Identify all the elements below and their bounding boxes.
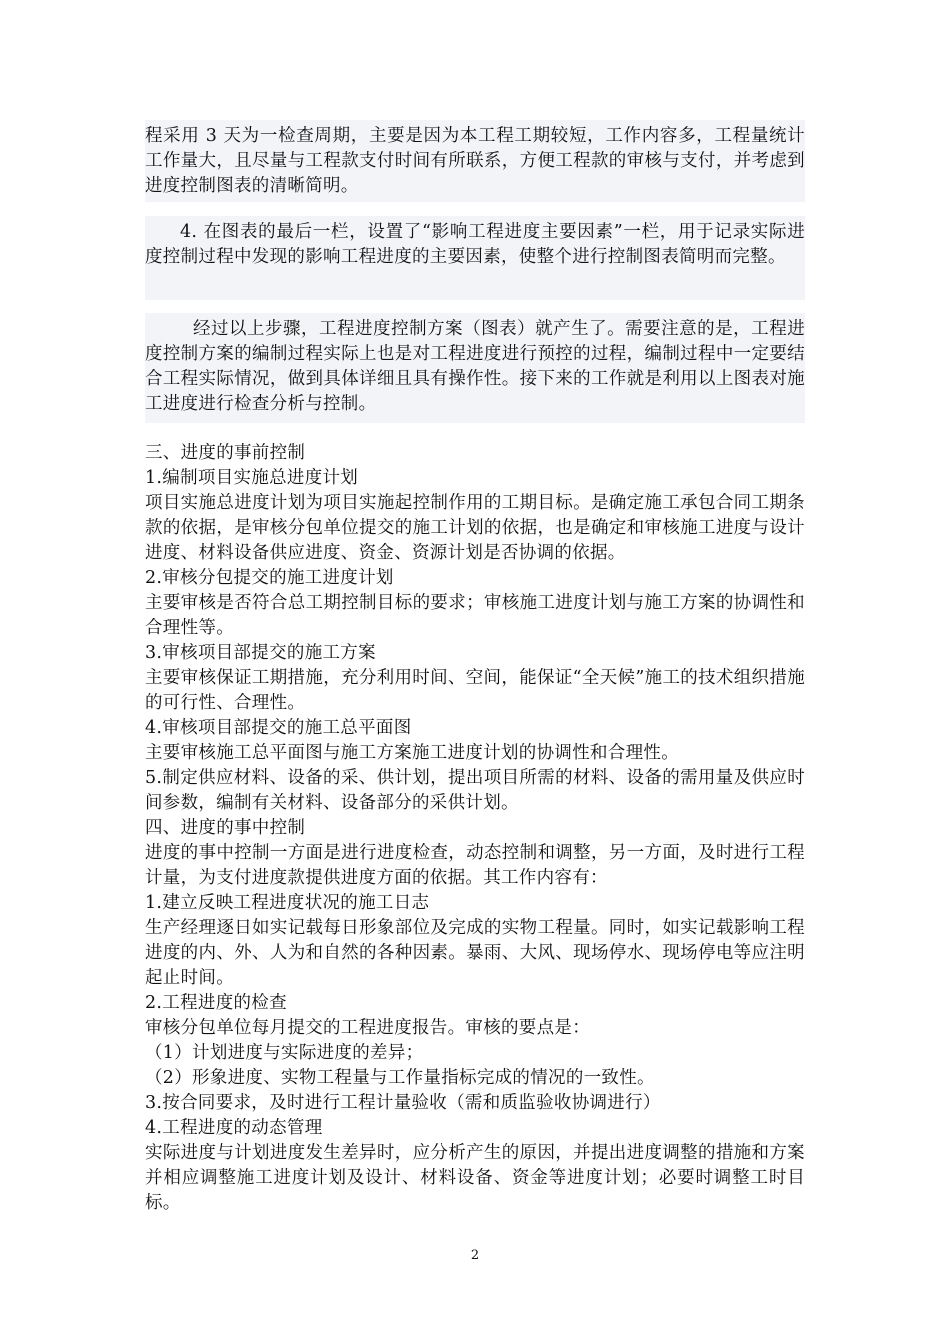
- subheading-measurement: 3.按合同要求，及时进行工程计量验收（需和质监验收协调进行）: [145, 1093, 661, 1113]
- paragraph-in-process-control: 进度的事中控制一方面是进行进度检查，动态控制和调整，另一方面，及时进行工程计量，为支付进度款提供进度方面的依据。其工作内容有：: [145, 843, 805, 888]
- paragraph-review-plan: 主要审核保证工期措施，充分利用时间、空间，能保证“全天候”施工的技术组织措施的可行性、合理性。: [145, 668, 805, 713]
- paragraph-check-period: 程采用 3 天为一检查周期，主要是因为本工程工期较短，工作内容多，工程量统计工作量大，且尽量与工程款支付时间有所联系，方便工程款的审核与支付，并考虑到进度控制图表的清晰简明。: [145, 126, 805, 196]
- subheading-dynamic: 4.工程进度的动态管理: [145, 1118, 323, 1138]
- subheading-inspection: 2.工程进度的检查: [145, 993, 287, 1013]
- paragraph-review-report: 审核分包单位每月提交的工程进度报告。审核的要点是：: [145, 1018, 590, 1038]
- paragraph-master-schedule: 项目实施总进度计划为项目实施起控制作用的工期目标。是确定施工承包合同工期条款的依据，是审核分包单位提交的施工计划的依据，也是确定和审核施工进度与设计进度、材料设备供应进度、资金、资源计划是否协调的依据。: [145, 493, 805, 563]
- paragraph-dynamic-management: 实际进度与计划进度发生差异时，应分析产生的原因，并提出进度调整的措施和方案并相应调整施工进度计划及设计、材料设备、资金等进度计划；必要时调整工时目标。: [145, 1143, 805, 1213]
- paragraph-item-5: 5.制定供应材料、设备的采、供计划，提出项目所需的材料、设备的需用量及供应时间参数，编制有关材料、设备部分的采供计划。: [145, 768, 805, 813]
- subheading-4: 4.审核项目部提交的施工总平面图: [145, 718, 412, 738]
- subheading-3: 3.审核项目部提交的施工方案: [145, 643, 376, 663]
- paragraph-summary: 经过以上步骤，工程进度控制方案（图表）就产生了。需要注意的是，工程进度控制方案的编制过程实际上也是对工程进度进行预控的过程，编制过程中一定要结合工程实际情况，做到具体详细且具有操作性。接下来的工作就是利用以上图表对施工进度进行检查分析与控制。: [145, 319, 805, 414]
- paragraph-daily-log: 生产经理逐日如实记载每日形象部位及完成的实物工程量。同时，如实记载影响工程进度的内、外、人为和自然的各种因素。暴雨、大风、现场停水、现场停电等应注明起止时间。: [145, 918, 805, 988]
- list-item-2: （2）形象进度、实物工程量与工作量指标完成的情况的一致性。: [145, 1068, 655, 1088]
- section-heading-3: 三、进度的事前控制: [145, 443, 306, 463]
- subheading-1: 1.编制项目实施总进度计划: [145, 468, 359, 488]
- paragraph-review-schedule: 主要审核是否符合总工期控制目标的要求；审核施工进度计划与施工方案的协调性和合理性等。: [145, 593, 805, 638]
- subheading-2: 2.审核分包提交的施工进度计划: [145, 568, 394, 588]
- list-item-1: （1）计划进度与实际进度的差异；: [145, 1043, 424, 1063]
- paragraph-review-layout: 主要审核施工总平面图与施工方案施工进度计划的协调性和合理性。: [145, 743, 679, 763]
- section-heading-4: 四、进度的事中控制: [145, 818, 306, 838]
- paragraph-item-4: 4. 在图表的最后一栏，设置了“影响工程进度主要因素”一栏，用于记录实际进度控制过程中发现的影响工程进度的主要因素，使整个进行控制图表简明而完整。: [145, 222, 805, 267]
- page-number: 2: [470, 1248, 480, 1263]
- subheading-log: 1.建立反映工程进度状况的施工日志: [145, 893, 430, 913]
